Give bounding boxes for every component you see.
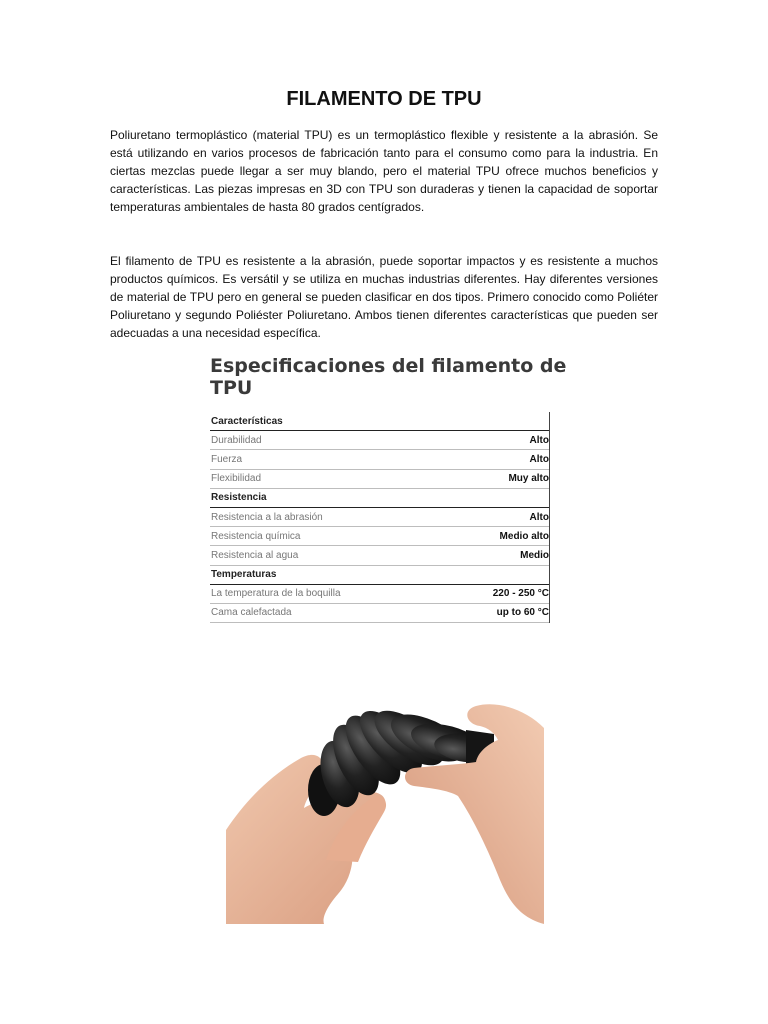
document-title: FILAMENTO DE TPU (286, 88, 482, 110)
tpu-bellows-illustration (226, 680, 544, 924)
spec-row-value: 220 - 250 °C (492, 588, 549, 600)
spec-row-label: Durabilidad (211, 434, 262, 446)
spec-row-value: up to 60 °C (496, 607, 549, 619)
spec-row-label: Flexibilidad (211, 473, 262, 485)
spec-section-label: Resistencia (211, 492, 267, 504)
spec-section-label: Temperaturas (211, 569, 277, 581)
spec-row (210, 450, 549, 469)
spec-row (210, 527, 549, 546)
intro-paragraph: Poliuretano termoplástico (material TPU) es un termoplástico flexible y resistente a la abrasión. Se está utilizando en varios procesos de fabricación tanto para el consumo como para la industria. En ciertas mezclas puede llegar a ser muy blando, pero el material TPU ofrece muchos beneficios y características. Las piezas impresas en 3D con TPU son duraderas y tienen la capacidad de soportar temperaturas ambientales de hasta 80 grados centígrados. (110, 128, 658, 214)
spec-row-label: Resistencia al agua (211, 549, 299, 561)
spec-section-resistencia (210, 489, 549, 508)
spec-row (210, 585, 549, 604)
tpu-bellows-photo (226, 680, 544, 924)
spec-row-value: Medio alto (499, 530, 549, 542)
spec-row-label: Fuerza (211, 453, 243, 465)
spec-section-temperaturas (210, 566, 549, 585)
spec-row-value: Alto (529, 453, 549, 465)
spec-table (210, 412, 550, 623)
spec-row (210, 508, 549, 527)
spec-row-label: Cama calefactada (211, 607, 292, 619)
spec-row-label: La temperatura de la boquilla (211, 588, 341, 600)
spec-row (210, 431, 549, 450)
spec-row-value: Muy alto (508, 473, 549, 485)
spec-row (210, 470, 549, 489)
spec-row-value: Alto (529, 434, 549, 446)
spec-heading: Especificaciones del filamento de TPU (210, 355, 567, 399)
properties-paragraph: El filamento de TPU es resistente a la abrasión, puede soportar impactos y es resistente a muchos productos químicos. Es versátil y se utiliza en muchas industrias diferentes. Hay diferentes versiones de material de TPU pero en general se pueden clasificar en dos tipos. Primero conocido como Poliéter Poliuretano y segundo Poliéster Poliuretano. Ambos tienen diferentes características que pueden ser adecuadas a una necesidad específica. (110, 254, 658, 340)
spec-section-caracteristicas (210, 412, 549, 431)
spec-section-label: Características (211, 415, 283, 427)
spec-row (210, 604, 549, 623)
spec-row-value: Medio (520, 549, 549, 561)
spec-row-label: Resistencia a la abrasión (211, 511, 323, 523)
spec-row-value: Alto (529, 511, 549, 523)
spec-row (210, 546, 549, 565)
spec-row-label: Resistencia química (211, 530, 301, 542)
